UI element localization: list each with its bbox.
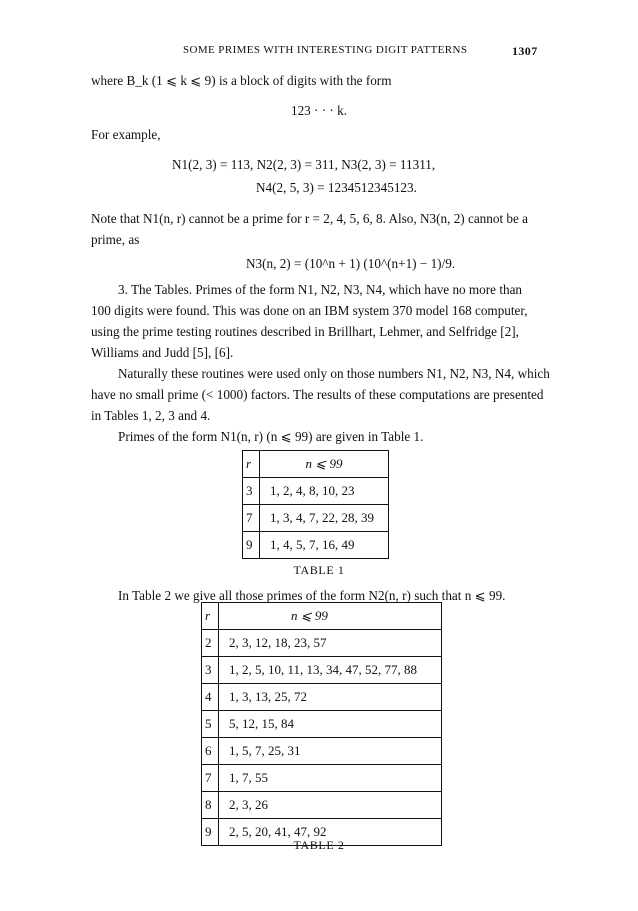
note-line-1: Note that N1(n, r) cannot be a prime for r = 2, 4, 5, 6, 8. Also, N3(n, 2) cannot be a [91, 211, 529, 226]
cell-n: 1, 2, 5, 10, 11, 13, 34, 47, 52, 77, 88 [219, 657, 442, 684]
block-form: 123 · · · k. [290, 103, 348, 118]
table-row [202, 792, 442, 819]
cell-r: 3 [202, 657, 219, 684]
table-1-caption: TABLE 1 [293, 563, 345, 577]
section-line-3: using the prime testing routines described in Brillhart, Lehmer, and Selfridge [2], [91, 324, 519, 339]
col-header-r: r [202, 603, 219, 630]
cell-r: 5 [202, 711, 219, 738]
table-row [243, 505, 389, 532]
section-line-1: 3. The Tables. Primes of the form N1, N2, N3, N4, which have no more than [118, 282, 523, 297]
table-header-row [243, 451, 389, 478]
cell-r: 9 [243, 532, 260, 559]
col-header-n: n ⩽ 99 [219, 603, 442, 630]
col-header-n: n ⩽ 99 [260, 451, 389, 478]
table-row [243, 478, 389, 505]
table-2-caption: TABLE 2 [293, 838, 345, 852]
cell-n: 1, 3, 13, 25, 72 [219, 684, 442, 711]
formula: N3(n, 2) = (10^n + 1) (10^(n+1) − 1)/9. [246, 256, 456, 271]
table-1 [242, 450, 389, 559]
cell-n: 2, 3, 12, 18, 23, 57 [219, 630, 442, 657]
table-row [202, 765, 442, 792]
cell-r: 4 [202, 684, 219, 711]
table-row [202, 738, 442, 765]
cell-r: 7 [243, 505, 260, 532]
cell-r: 8 [202, 792, 219, 819]
paragraph-line-2: have no small prime (< 1000) factors. The results of these computations are presented [91, 387, 544, 402]
cell-n: 1, 4, 5, 7, 16, 49 [260, 532, 389, 559]
col-header-r: r [243, 451, 260, 478]
note-line-2: prime, as [91, 232, 140, 247]
cell-n: 2, 5, 20, 41, 47, 92 [219, 819, 442, 846]
table2-intro: In Table 2 we give all those primes of the form N2(n, r) such that n ⩽ 99. [118, 588, 506, 603]
table-row [202, 684, 442, 711]
table-2 [201, 602, 442, 846]
cell-n: 1, 5, 7, 25, 31 [219, 738, 442, 765]
section-line-2: 100 digits were found. This was done on an IBM system 370 model 168 computer, [91, 303, 528, 318]
cell-n: 1, 3, 4, 7, 22, 28, 39 [260, 505, 389, 532]
cell-r: 7 [202, 765, 219, 792]
section-line-4: Williams and Judd [5], [6]. [91, 345, 234, 360]
cell-n: 1, 7, 55 [219, 765, 442, 792]
table-row [202, 711, 442, 738]
cell-r: 2 [202, 630, 219, 657]
table-header-row [202, 603, 442, 630]
cell-r: 6 [202, 738, 219, 765]
page-number: 1307 [512, 44, 538, 58]
text-line-where: where B_k (1 ⩽ k ⩽ 9) is a block of digits with the form [91, 73, 392, 88]
running-title: SOME PRIMES WITH INTERESTING DIGIT PATTERNS [183, 44, 468, 56]
paragraph-line-1: Naturally these routines were used only on those numbers N1, N2, N3, N4, which [118, 366, 550, 381]
cell-r: 3 [243, 478, 260, 505]
paragraph-line-3: in Tables 1, 2, 3 and 4. [91, 408, 211, 423]
cell-r: 9 [202, 819, 219, 846]
cell-n: 1, 2, 4, 8, 10, 23 [260, 478, 389, 505]
cell-n: 2, 3, 26 [219, 792, 442, 819]
table-row [243, 532, 389, 559]
example-line-2: N4(2, 5, 3) = 1234512345123. [256, 180, 417, 195]
for-example-text: For example, [91, 127, 161, 142]
cell-n: 5, 12, 15, 84 [219, 711, 442, 738]
table-row [202, 657, 442, 684]
example-line-1: N1(2, 3) = 113, N2(2, 3) = 311, N3(2, 3) = 11311, [172, 157, 436, 172]
table-row [202, 630, 442, 657]
table1-intro: Primes of the form N1(n, r) (n ⩽ 99) are given in Table 1. [118, 429, 424, 444]
